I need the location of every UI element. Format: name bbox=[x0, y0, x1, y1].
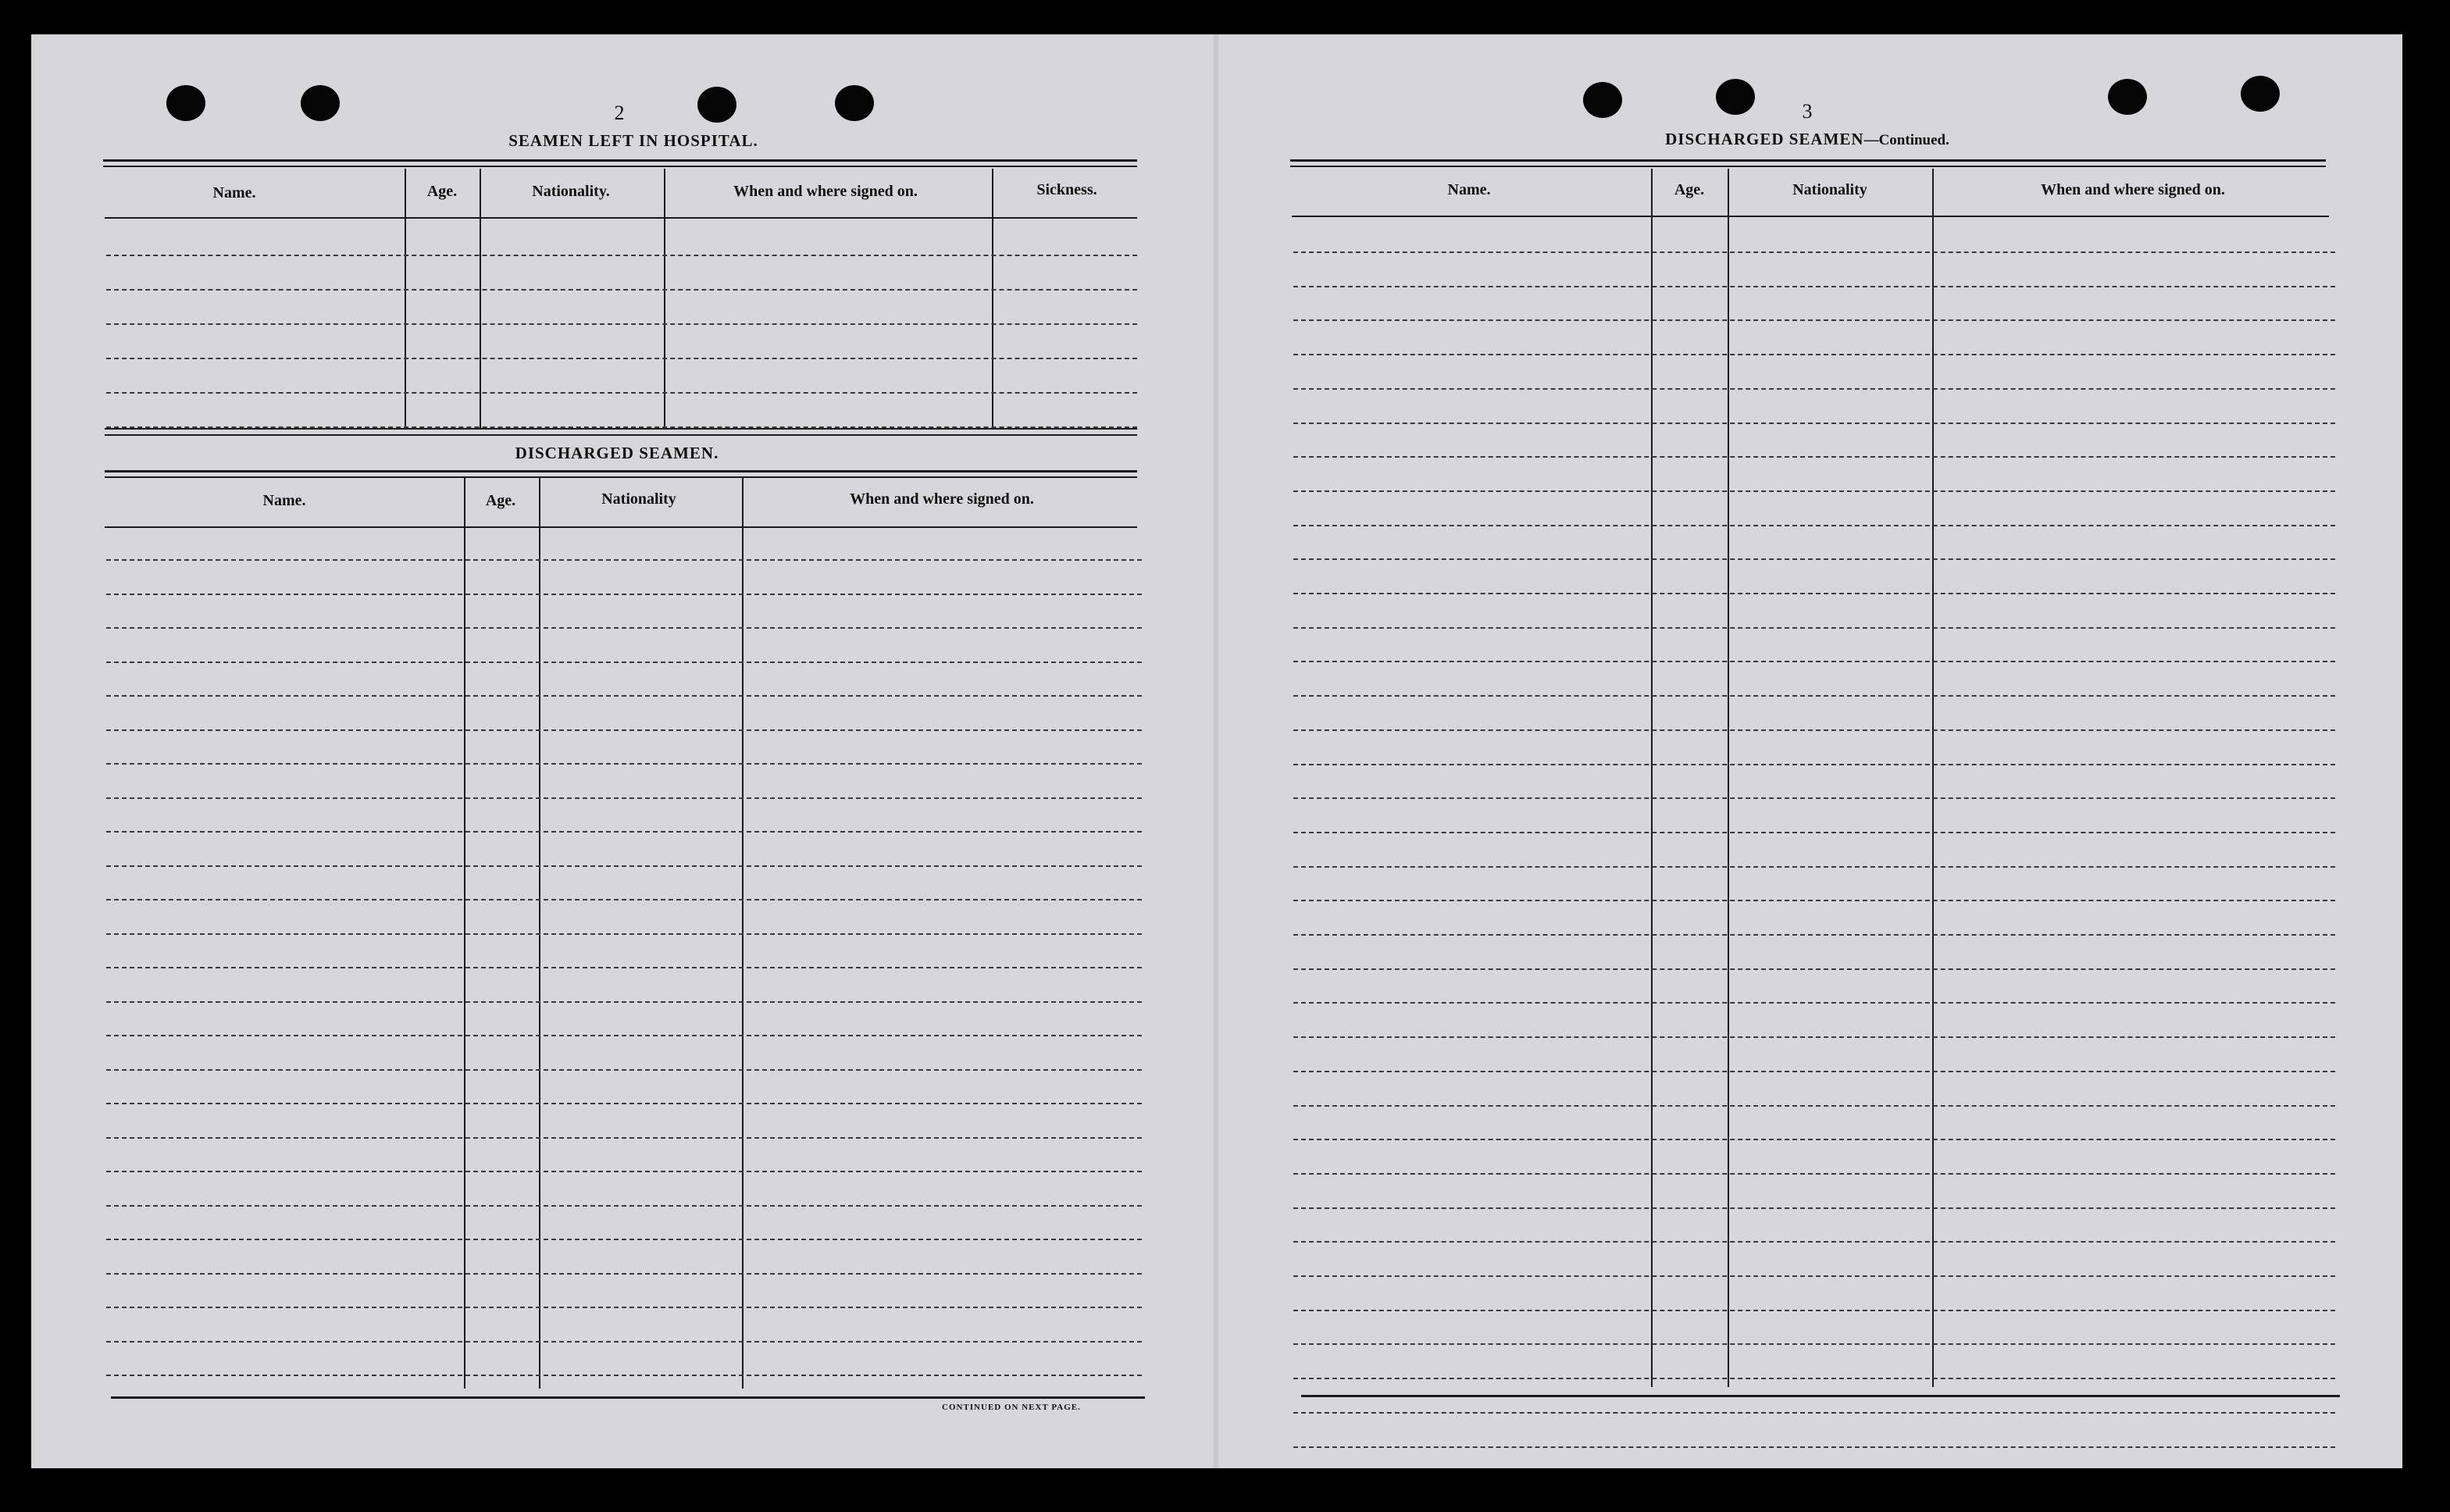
right-col-nationality: Nationality bbox=[1792, 181, 1867, 198]
form-row-line bbox=[1293, 1275, 2335, 1277]
form-row-line bbox=[1293, 525, 2335, 526]
discharged-col-name: Name. bbox=[262, 492, 306, 509]
continued-title-suffix: —Continued. bbox=[1863, 132, 1949, 148]
form-row-line bbox=[106, 559, 1142, 561]
page-gutter bbox=[1214, 34, 1218, 1468]
hospital-col-signed-on: When and where signed on. bbox=[733, 183, 918, 200]
form-row-line bbox=[1293, 456, 2335, 458]
form-row-line bbox=[106, 797, 1142, 799]
form-row-line bbox=[1293, 1241, 2335, 1243]
continued-section-title bbox=[1665, 130, 1949, 149]
form-row-line bbox=[1293, 695, 2335, 697]
hospital-col-divider bbox=[480, 169, 481, 430]
discharged-section-title: DISCHARGED SEAMEN. bbox=[515, 444, 719, 462]
form-row-line bbox=[1293, 1105, 2335, 1107]
form-row-line bbox=[106, 323, 1137, 325]
form-row-line bbox=[106, 1341, 1142, 1343]
right-header-rule bbox=[1292, 216, 2329, 217]
form-row-line bbox=[106, 358, 1137, 359]
hospital-col-divider bbox=[664, 169, 665, 430]
form-row-line bbox=[106, 729, 1142, 731]
page-number-left: 2 bbox=[614, 102, 625, 124]
form-row-line bbox=[106, 899, 1142, 900]
form-row-line bbox=[1293, 558, 2335, 560]
form-row-line bbox=[1293, 1207, 2335, 1209]
hospital-section-title: SEAMEN LEFT IN HOSPITAL. bbox=[508, 131, 758, 150]
hospital-col-divider bbox=[992, 169, 993, 430]
right-col-name: Name. bbox=[1447, 181, 1491, 198]
right-top-rule bbox=[1290, 159, 2326, 162]
punch-hole bbox=[2241, 76, 2280, 112]
form-row-line bbox=[1293, 490, 2335, 492]
form-row-line bbox=[106, 1171, 1142, 1172]
form-row-line bbox=[1293, 729, 2335, 731]
right-col-divider bbox=[1728, 169, 1729, 1387]
discharged-bottom-rule bbox=[111, 1396, 1145, 1399]
top-rule bbox=[103, 166, 1137, 167]
page-number-right: 3 bbox=[1802, 100, 1813, 123]
form-row-line bbox=[1293, 1310, 2335, 1311]
form-row-line bbox=[106, 695, 1142, 697]
form-row-line bbox=[106, 255, 1137, 256]
hospital-col-age: Age. bbox=[426, 183, 458, 200]
form-row-line bbox=[1293, 388, 2335, 390]
form-row-line bbox=[106, 594, 1142, 595]
continued-note: CONTINUED ON NEXT PAGE. bbox=[942, 1403, 1081, 1412]
form-row-line bbox=[106, 1375, 1142, 1376]
hospital-header-rule bbox=[105, 217, 1137, 219]
right-top-rule bbox=[1290, 166, 2326, 167]
form-row-line bbox=[106, 763, 1142, 765]
form-row-line bbox=[1293, 627, 2335, 629]
form-row-line bbox=[106, 289, 1137, 291]
form-row-line bbox=[106, 1035, 1142, 1036]
hospital-bottom-rule bbox=[105, 434, 1137, 436]
form-row-line bbox=[1293, 251, 2335, 253]
form-row-line bbox=[106, 1069, 1142, 1071]
punch-hole bbox=[697, 87, 736, 123]
hospital-bottom-rule bbox=[105, 428, 1137, 430]
discharged-header-rule bbox=[105, 526, 1137, 528]
hospital-col-name: Name. bbox=[212, 184, 256, 201]
continued-title-main: DISCHARGED SEAMEN bbox=[1665, 130, 1864, 148]
right-page bbox=[1218, 34, 2402, 1468]
top-rule bbox=[103, 159, 1137, 162]
hospital-col-sickness: Sickness. bbox=[1036, 181, 1097, 198]
punch-hole bbox=[835, 85, 874, 121]
form-row-line bbox=[1293, 900, 2335, 901]
form-row-line bbox=[106, 865, 1142, 867]
form-row-line bbox=[106, 967, 1142, 968]
form-row-line bbox=[1293, 1036, 2335, 1038]
right-col-signed-on: When and where signed on. bbox=[2041, 181, 2225, 198]
right-col-age: Age. bbox=[1674, 181, 1705, 198]
form-row-line bbox=[106, 831, 1142, 833]
form-row-line bbox=[1293, 797, 2335, 799]
discharged-col-age: Age. bbox=[485, 492, 516, 509]
form-row-line bbox=[1293, 1378, 2335, 1379]
form-row-line bbox=[1293, 354, 2335, 355]
form-row-line bbox=[106, 1307, 1142, 1308]
punch-hole bbox=[1716, 79, 1755, 115]
form-row-line bbox=[1293, 423, 2335, 424]
form-row-line bbox=[1293, 661, 2335, 662]
hospital-col-divider bbox=[405, 169, 406, 430]
form-row-line bbox=[106, 1205, 1142, 1207]
form-row-line bbox=[1293, 1173, 2335, 1175]
form-row-line bbox=[1293, 866, 2335, 868]
discharged-col-nationality: Nationality bbox=[601, 490, 676, 508]
punch-hole bbox=[1583, 82, 1622, 118]
form-row-line bbox=[106, 627, 1142, 629]
form-row-line bbox=[1293, 1071, 2335, 1072]
form-row-line bbox=[106, 392, 1137, 394]
form-row-line bbox=[1293, 934, 2335, 936]
form-row-line bbox=[106, 933, 1142, 935]
form-row-line bbox=[1293, 286, 2335, 287]
hospital-col-nationality: Nationality. bbox=[532, 183, 610, 200]
form-row-line bbox=[1293, 1343, 2335, 1345]
discharged-col-signed-on: When and where signed on. bbox=[850, 490, 1034, 508]
form-row-line bbox=[1293, 593, 2335, 594]
form-row-line bbox=[1293, 1446, 2335, 1448]
form-row-line bbox=[106, 1001, 1142, 1003]
discharged-top-rule bbox=[105, 476, 1137, 478]
form-row-line bbox=[1293, 764, 2335, 765]
right-col-divider bbox=[1651, 169, 1653, 1387]
form-row-line bbox=[1293, 1412, 2335, 1414]
left-page bbox=[31, 34, 1218, 1468]
form-row-line bbox=[1293, 319, 2335, 321]
form-row-line bbox=[1293, 968, 2335, 970]
form-row-line bbox=[106, 1103, 1142, 1104]
form-row-line bbox=[1293, 1002, 2335, 1004]
form-row-line bbox=[1293, 832, 2335, 833]
punch-hole bbox=[166, 85, 205, 121]
form-row-line bbox=[1293, 1139, 2335, 1140]
punch-hole bbox=[301, 85, 340, 121]
form-row-line bbox=[106, 1239, 1142, 1240]
right-col-divider bbox=[1932, 169, 1934, 1387]
discharged-top-rule bbox=[105, 470, 1137, 472]
punch-hole bbox=[2108, 79, 2147, 115]
form-row-line bbox=[106, 662, 1142, 663]
form-row-line bbox=[106, 1273, 1142, 1275]
right-bottom-rule bbox=[1301, 1395, 2340, 1397]
form-row-line bbox=[106, 1137, 1142, 1139]
